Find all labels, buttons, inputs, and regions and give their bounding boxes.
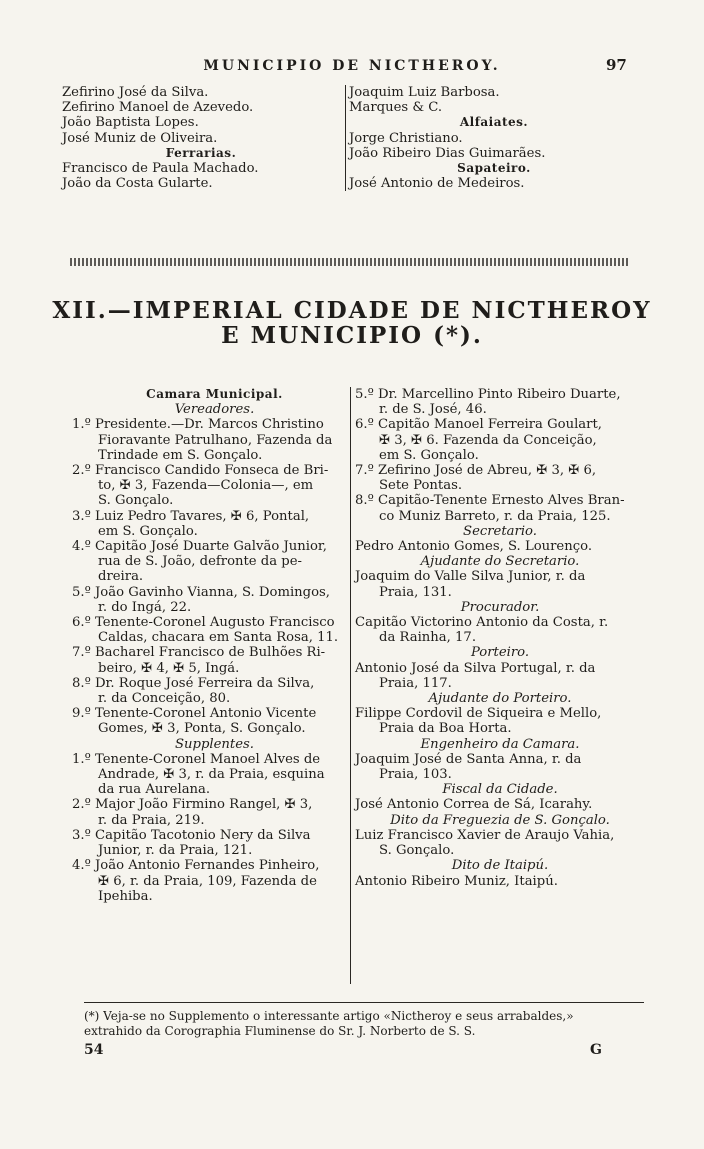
trade-entry-line: João Baptista Lopes.: [62, 115, 199, 131]
officer-entry-heading: Procurador.: [460, 599, 540, 615]
council-entry-heading: Vereadores.: [174, 402, 255, 418]
council-entry-line: r. da Praia, 219.: [98, 812, 205, 828]
footnote-rule: [84, 1002, 644, 1003]
officer-entry-line: em S. Gonçalo.: [379, 447, 479, 463]
council-entry-line: Trindade em S. Gonçalo.: [98, 447, 263, 463]
trade-entry-line: João da Costa Gularte.: [62, 176, 213, 192]
officer-entry-line: r. de S. José, 46.: [379, 402, 487, 418]
officer-entry-line: 6.º Capitão Manoel Ferreira Goulart,: [355, 417, 602, 433]
trade-entry-line: Joaquim Luiz Barbosa.: [349, 85, 500, 100]
officer-entry-line: Antonio José da Silva Portugal, r. da: [355, 660, 596, 676]
section-title-line-2: E MUNICIPIO (*).: [221, 322, 483, 349]
ornamental-rule: [70, 258, 630, 266]
council-entry-line: ✠ 6, r. da Praia, 109, Fazenda de: [98, 873, 317, 889]
council-entry-line: Fioravante Patrulhano, Fazenda da: [98, 432, 333, 448]
footnote: [84, 1009, 654, 1039]
trade-entry-line: Marques & C.: [349, 100, 443, 116]
council-entry-line: rua de S. João, defronte da pe-: [98, 554, 303, 570]
officer-entry-line: Capitão Victorino Antonio da Costa, r.: [355, 615, 609, 631]
officer-entry-line: Pedro Antonio Gomes, S. Lourenço.: [355, 539, 593, 555]
signature-mark-left: 54: [84, 1042, 104, 1058]
council-entry-line: 1.º Presidente.—Dr. Marcos Christino: [72, 417, 324, 433]
council-entry-line: beiro, ✠ 4, ✠ 5, Ingá.: [98, 660, 240, 676]
officer-entry-heading: Ajudante do Secretario.: [420, 554, 580, 570]
council-entry-heading: Supplentes.: [175, 736, 254, 752]
officer-entry-line: 7.º Zefirino José de Abreu, ✠ 3, ✠ 6,: [355, 463, 597, 479]
officer-entry-line: S. Gonçalo.: [379, 843, 455, 859]
officer-entry-heading: Dito da Freguezia de S. Gonçalo.: [390, 812, 610, 828]
footnote-line-2: extrahido da Corographia Fluminense do Sr. J. Norberto de S. S.: [84, 1024, 476, 1038]
officer-entry-heading: Ajudante do Porteiro.: [428, 691, 572, 707]
officer-entry-line: Joaquim José de Santa Anna, r. da: [355, 751, 582, 767]
officer-entry-heading: Engenheiro da Camara.: [420, 736, 580, 752]
officer-entry-line: Sete Pontas.: [379, 478, 463, 494]
council-entry-line: 4.º João Antonio Fernandes Pinheiro,: [72, 858, 320, 874]
council-entry-line: Andrade, ✠ 3, r. da Praia, esquina: [98, 767, 325, 783]
officer-entry-line: ✠ 3, ✠ 6. Fazenda da Conceição,: [379, 432, 597, 448]
council-entry-line: da rua Aurelana.: [98, 782, 211, 798]
camara-right-column: [350, 387, 645, 984]
trade-entry-line: José Antonio de Medeiros.: [349, 176, 525, 192]
council-entry-line: 7.º Bacharel Francisco de Bulhões Ri-: [72, 645, 326, 661]
council-entry-line: 6.º Tenente-Coronel Augusto Francisco: [72, 615, 335, 631]
council-entry-line: em S. Gonçalo.: [98, 523, 198, 539]
trade-entry-line: José Muniz de Oliveira.: [62, 130, 218, 146]
trade-entry-line: João Ribeiro Dias Guimarães.: [349, 145, 546, 161]
signature-mark-right: G: [590, 1042, 602, 1058]
council-entry-line: 4.º Capitão José Duarte Galvão Junior,: [72, 539, 327, 555]
council-entry-line: 1.º Tenente-Coronel Manoel Alves de: [72, 751, 321, 767]
trade-entry-line: Jorge Christiano.: [349, 130, 463, 146]
section-title-line-1: XII.—IMPERIAL CIDADE DE NICTHEROY: [52, 297, 652, 324]
officer-entry-heading: Dito de Itaipú.: [451, 858, 549, 874]
officer-entry-line: 5.º Dr. Marcellino Pinto Ribeiro Duarte,: [355, 387, 621, 402]
council-entry-line: 5.º João Gavinho Vianna, S. Domingos,: [72, 584, 330, 600]
officer-entry-line: Praia da Boa Horta.: [379, 721, 512, 737]
council-entry-line: Caldas, chacara em Santa Rosa, 11.: [98, 630, 339, 646]
council-entry-line: 8.º Dr. Roque José Ferreira da Silva,: [72, 675, 315, 691]
trade-entry-heading: Sapateiro.: [457, 161, 531, 176]
council-entry-line: S. Gonçalo.: [98, 493, 174, 509]
page-number: 97: [606, 56, 627, 74]
council-entry-line: 3.º Luiz Pedro Tavares, ✠ 6, Pontal,: [72, 508, 310, 524]
trade-entry-heading: Alfaiates.: [459, 115, 529, 130]
council-entry-line: r. da Conceição, 80.: [98, 691, 231, 707]
council-entry-line: to, ✠ 3, Fazenda—Colonia—, em: [98, 478, 314, 494]
council-entry-line: 9.º Tenente-Coronel Antonio Vicente: [72, 706, 317, 722]
officer-entry-line: Luiz Francisco Xavier de Araujo Vahia,: [355, 827, 615, 843]
trade-entry-line: Zefirino Manoel de Azevedo.: [62, 100, 254, 116]
officer-entry-line: José Antonio Correa de Sá, Icarahy.: [355, 797, 593, 813]
footnote-line-1: (*) Veja-se no Supplemento o interessante artigo «Nictheroy e seus arrabaldes,»: [84, 1009, 574, 1023]
trade-entry-heading: Ferrarias.: [165, 145, 237, 160]
officer-entry-line: da Rainha, 17.: [379, 630, 477, 646]
council-entry-line: r. do Ingá, 22.: [98, 599, 192, 615]
officer-entry-line: Praia, 103.: [379, 767, 452, 783]
officer-entry-line: Joaquim do Valle Silva Junior, r. da: [355, 569, 586, 585]
officer-entry-line: Antonio Ribeiro Muniz, Itaipú.: [355, 873, 558, 889]
running-title: MUNICIPIO DE NICTHEROY.: [203, 58, 501, 74]
officer-entry-line: Filippe Cordovil de Siqueira e Mello,: [355, 706, 602, 722]
council-entry-line: Ipehiba.: [98, 888, 153, 904]
council-entry-line: 2.º Major João Firmino Rangel, ✠ 3,: [72, 797, 313, 813]
trade-entry-line: Francisco de Paula Machado.: [62, 161, 259, 177]
trade-list-right: [345, 85, 639, 191]
council-entry-line: Junior, r. da Praia, 121.: [98, 843, 253, 859]
officer-entry-heading: Secretario.: [463, 523, 537, 539]
council-entry-line: dreira.: [98, 569, 144, 585]
officer-entry-line: Praia, 117.: [379, 675, 452, 691]
trade-entry-line: Zefirino José da Silva.: [62, 85, 209, 100]
council-entry-line: 2.º Francisco Candido Fonseca de Bri-: [72, 463, 329, 479]
council-entry-line: Gomes, ✠ 3, Ponta, S. Gonçalo.: [98, 721, 306, 737]
officer-entry-line: co Muniz Barreto, r. da Praia, 125.: [379, 508, 611, 524]
officer-entry-heading: Fiscal da Cidade.: [442, 782, 558, 798]
camara-left-column: [72, 387, 357, 904]
trade-list-left: [62, 85, 340, 191]
council-entry-line: 3.º Capitão Tacotonio Nery da Silva: [72, 827, 311, 843]
officer-entry-heading: Porteiro.: [470, 645, 530, 661]
council-entry-heading: Camara Municipal.: [146, 387, 283, 401]
officer-entry-line: Praia, 131.: [379, 584, 452, 600]
officer-entry-line: 8.º Capitão-Tenente Ernesto Alves Bran-: [355, 493, 625, 509]
